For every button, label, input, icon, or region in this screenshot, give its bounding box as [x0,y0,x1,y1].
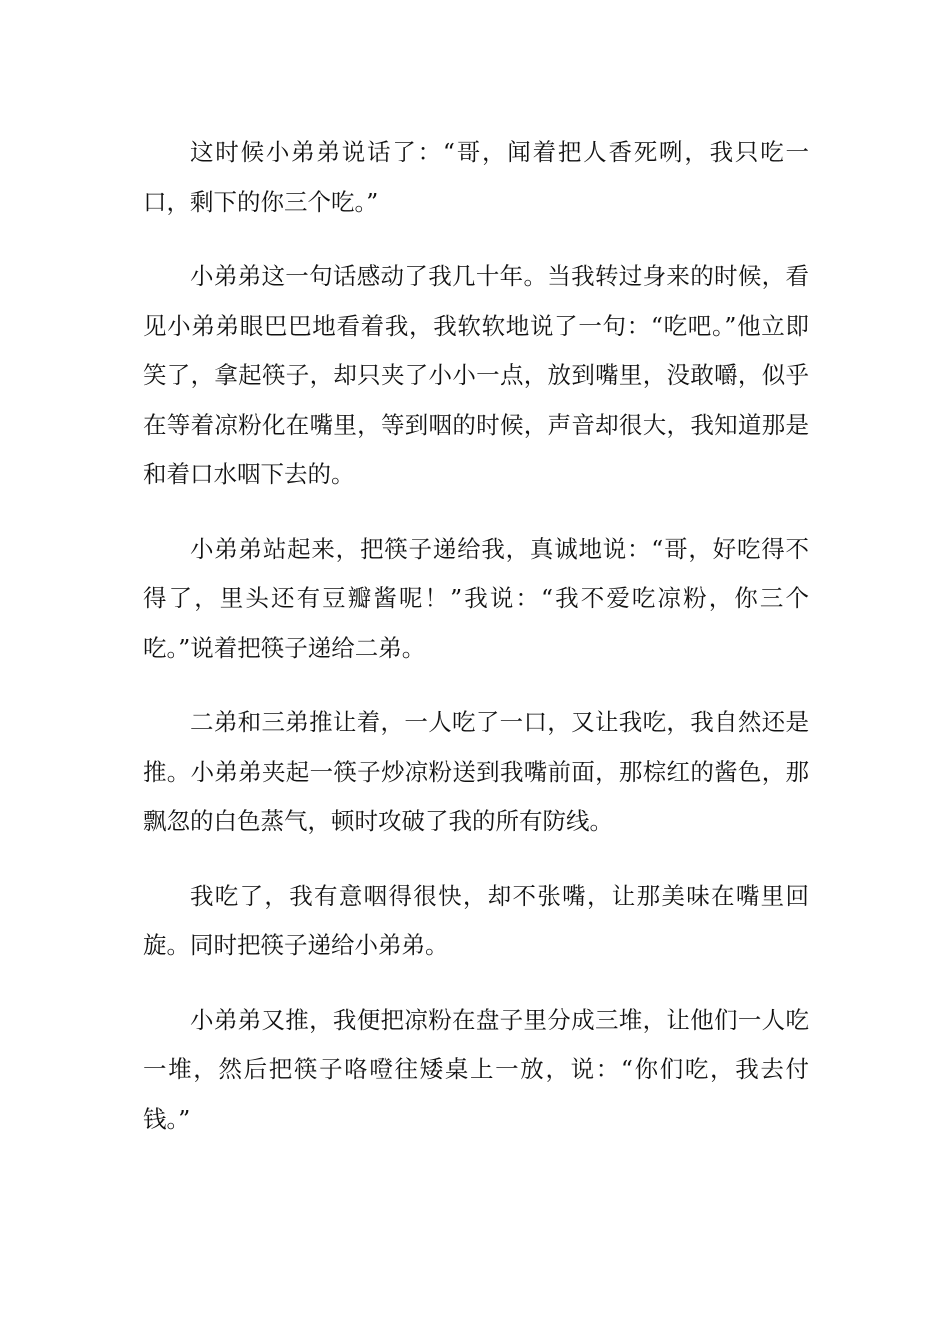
paragraph-5: 我吃了，我有意咽得很快，却不张嘴，让那美味在嘴里回旋。同时把筷子递给小弟弟。 [143,881,809,959]
paragraph-1: 这时候小弟弟说话了：“哥，闻着把人香死咧，我只吃一口，剩下的你三个吃。” [143,138,809,216]
document-body [143,128,809,1169]
paragraph-4: 二弟和三弟推让着，一人吃了一口，又让我吃，我自然还是推。小弟弟夹起一筷子炒凉粉送到我嘴前面，那棕红的酱色，那飘忽的白色蒸气，顿时攻破了我的所有防线。 [143,708,809,835]
paragraph-3: 小弟弟站起来，把筷子递给我，真诚地说：“哥，好吃得不得了，里头还有豆瓣酱呢！”我说：“我不爱吃凉粉，你三个吃。”说着把筷子递给二弟。 [143,534,809,662]
paragraph-2: 小弟弟这一句话感动了我几十年。当我转过身来的时候，看见小弟弟眼巴巴地看着我，我软软地说了一句：“吃吧。”他立即笑了，拿起筷子，却只夹了小小一点，放到嘴里，没敢嚼，似乎在等着凉粉化在嘴里，等到咽的时候，声音却很大，我知道那是和着口水咽下去的。 [143,262,809,488]
paragraph-6: 小弟弟又推，我便把凉粉在盘子里分成三堆，让他们一人吃一堆，然后把筷子咯噔往矮桌上一放，说：“你们吃，我去付钱。” [143,1005,809,1133]
